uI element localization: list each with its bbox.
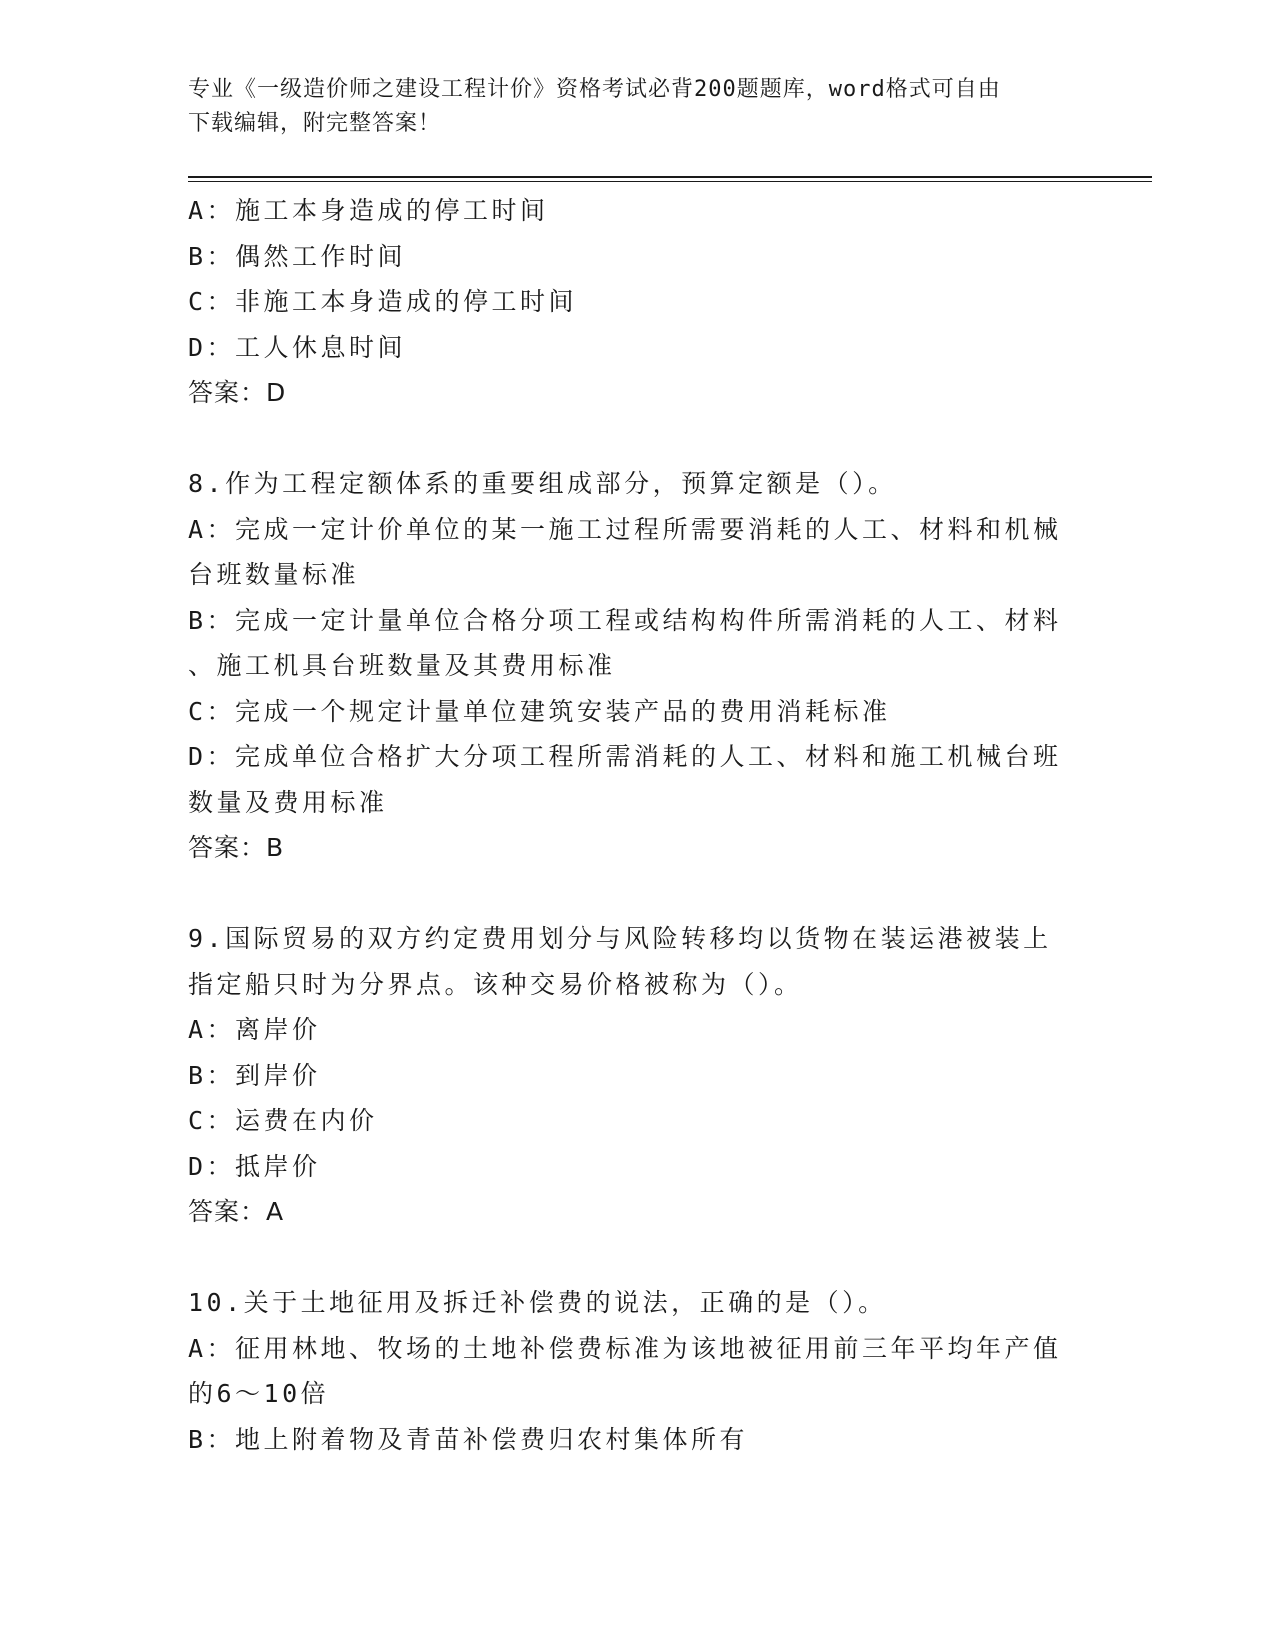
spacer [188,416,1088,462]
q9-option-a: A：离岸价 [188,1015,321,1044]
header-divider-thick [188,176,1152,178]
q10-option-a-line2: 的6～10倍 [188,1379,330,1408]
header-divider-thin [188,181,1152,182]
q7-option-d: D：工人休息时间 [188,332,407,362]
q9-option-b: B：到岸价 [188,1060,321,1090]
header-line-2: 下载编辑，附完整答案！ [188,111,442,136]
q8-option-a-line2: 台班数量标准 [188,560,360,589]
q10-option-b: B：地上附着物及青苗补偿费归农村集体所有 [188,1424,749,1454]
q7-option-b: B：偶然工作时间 [188,241,407,271]
spacer [188,1235,1088,1281]
q8-option-b-line1: B：完成一定计量单位合格分项工程或结构构件所需消耗的人工、材料 [188,605,1062,635]
q8-option-a-line1: A：完成一定计价单位的某一施工过程所需要消耗的人工、材料和机械 [188,514,1062,544]
q8-option-c: C：完成一个规定计量单位建筑安装产品的费用消耗标准 [188,696,891,726]
q9-question-line2: 指定船只时为分界点。该种交易价格被称为（）。 [188,969,803,999]
q10-question: 10.关于土地征用及拆迁补偿费的说法，正确的是（）。 [188,1288,887,1317]
q8-option-d-line2: 数量及费用标准 [188,787,388,817]
q8-option-d-line1: D：完成单位合格扩大分项工程所需消耗的人工、材料和施工机械台班 [188,742,1062,771]
q9-question-line1: 9.国际贸易的双方约定费用划分与风险转移均以货物在装运港被装上 [188,924,1052,953]
q7-option-a: A：施工本身造成的停工时间 [188,196,549,225]
q7-answer: 答案：D [188,378,287,407]
document-header [188,73,1088,141]
q9-answer: 答案：A [188,1197,285,1226]
q9-option-d: D：抵岸价 [188,1151,321,1181]
q8-option-b-line2: 、施工机具台班数量及其费用标准 [188,651,616,680]
q9-option-c: C：运费在内价 [188,1106,378,1135]
spacer [188,871,1088,917]
q8-question: 8.作为工程定额体系的重要组成部分，预算定额是（）。 [188,469,897,498]
question-body [188,188,1088,1462]
q8-answer: 答案：B [188,833,285,862]
header-line-1: 专业《一级造价师之建设工程计价》资格考试必背200题题库，word格式可自由 [188,77,1001,102]
q10-option-a-line1: A：征用林地、牧场的土地补偿费标准为该地被征用前三年平均年产值 [188,1333,1062,1363]
q7-option-c: C：非施工本身造成的停工时间 [188,287,578,316]
